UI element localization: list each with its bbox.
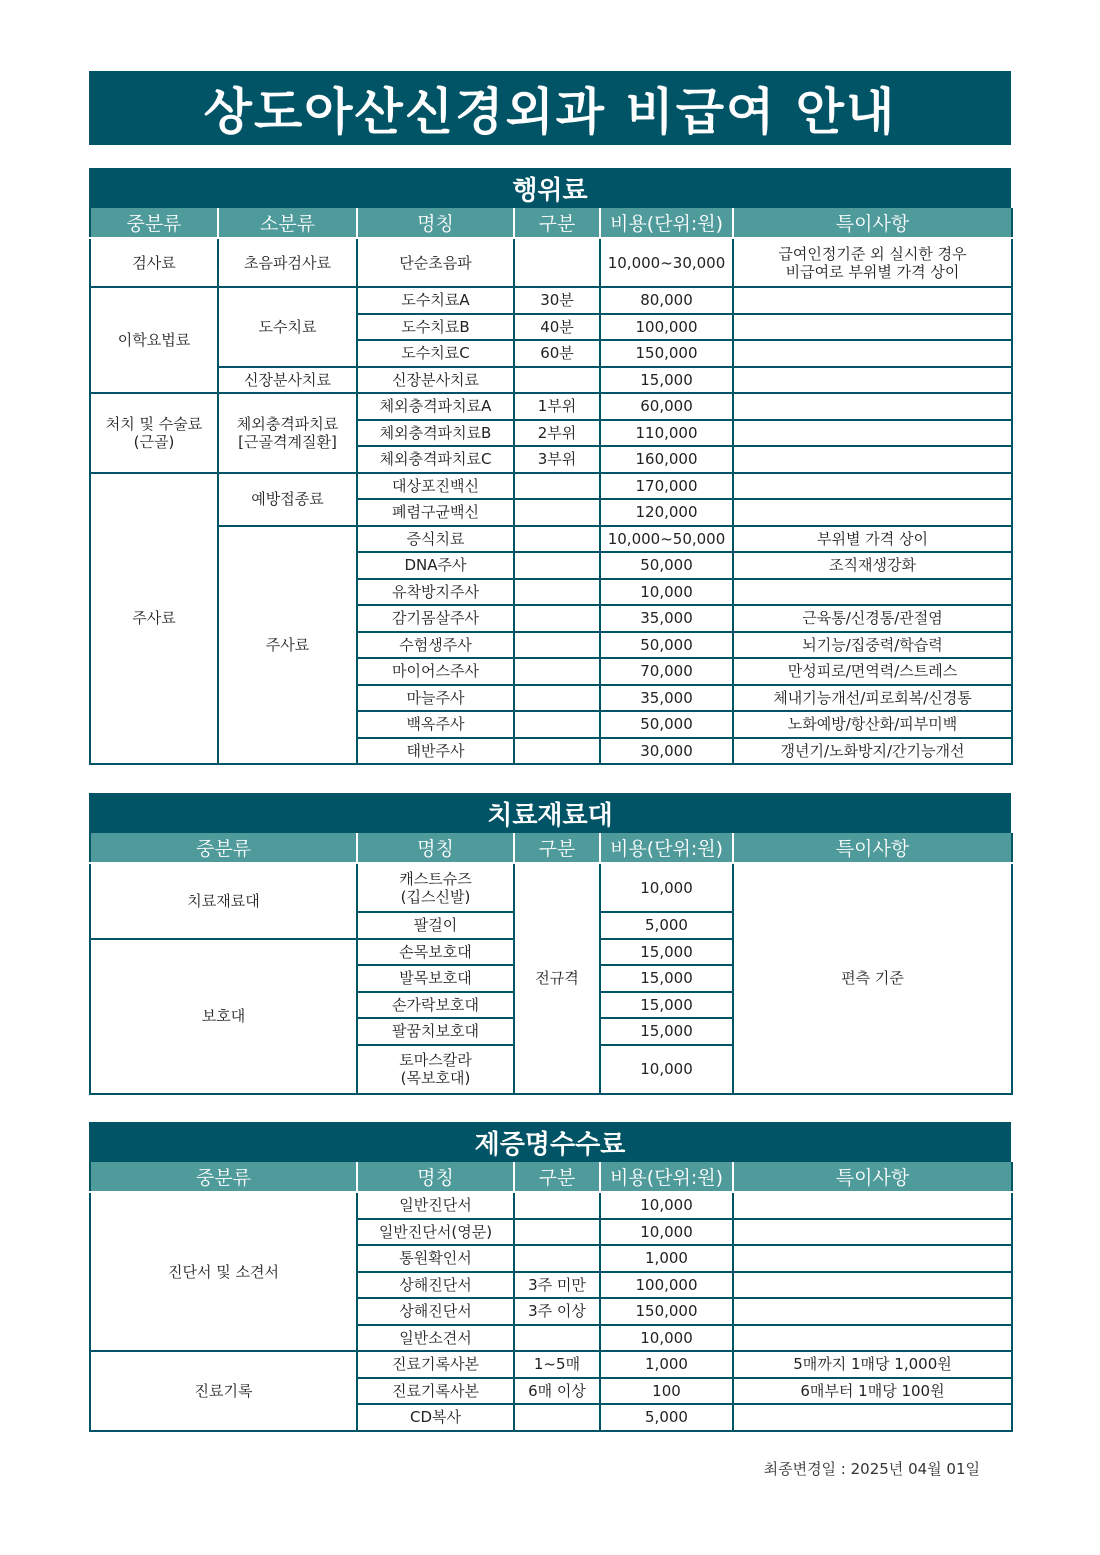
- cost-cell: 15,000: [600, 1018, 733, 1045]
- note-cell: 6매부터 1매당 100원: [733, 1378, 1012, 1405]
- cost-cell: 50,000: [600, 552, 733, 579]
- cost-cell: 10,000: [600, 1192, 733, 1219]
- note-cell: [733, 314, 1012, 341]
- col-header-subcategory: 소분류: [218, 208, 357, 238]
- note-cell: 만성피로/면역력/스트레스: [733, 658, 1012, 685]
- type-cell: 1부위: [514, 393, 600, 420]
- cost-cell: 10,000~50,000: [600, 526, 733, 553]
- name-cell: 도수치료C: [357, 340, 514, 367]
- cost-cell: 5,000: [600, 1404, 733, 1431]
- name-cell: 도수치료B: [357, 314, 514, 341]
- table-row: [90, 287, 1012, 314]
- col-header-note: 특이사항: [733, 208, 1012, 238]
- cost-cell: 70,000: [600, 658, 733, 685]
- cost-cell: 50,000: [600, 711, 733, 738]
- table-row: [90, 238, 1012, 287]
- procedure-fees-table: [89, 208, 1013, 765]
- type-cell: [514, 1245, 600, 1272]
- cost-cell: 100: [600, 1378, 733, 1405]
- type-cell: [514, 685, 600, 712]
- name-cell: DNA주사: [357, 552, 514, 579]
- table-row: [90, 863, 1012, 912]
- col-header-type: 구분: [514, 833, 600, 863]
- name-cell: 유착방지주사: [357, 579, 514, 606]
- type-cell: [514, 738, 600, 765]
- note-cell: [733, 393, 1012, 420]
- note-cell: [733, 499, 1012, 526]
- type-cell: 1~5매: [514, 1351, 600, 1378]
- type-cell: [514, 238, 600, 287]
- last-updated-date: 최종변경일 : 2025년 04월 01일: [763, 1460, 980, 1478]
- name-cell: 발목보호대: [357, 965, 514, 992]
- note-cell: [733, 446, 1012, 473]
- cost-cell: 10,000: [600, 863, 733, 912]
- cost-cell: 15,000: [600, 367, 733, 394]
- name-cell: 팔걸이: [357, 912, 514, 939]
- note-cell: 조직재생강화: [733, 552, 1012, 579]
- col-header-type: 구분: [514, 1162, 600, 1192]
- col-header-category: 중분류: [90, 208, 218, 238]
- note-cell: 부위별 가격 상이: [733, 526, 1012, 553]
- name-cell: 손목보호대: [357, 939, 514, 966]
- note-cell: [733, 1298, 1012, 1325]
- group-cell: 이학요법료: [90, 287, 218, 393]
- type-cell: [514, 579, 600, 606]
- name-cell: 단순초음파: [357, 238, 514, 287]
- cost-cell: 80,000: [600, 287, 733, 314]
- type-cell: 6매 이상: [514, 1378, 600, 1405]
- note-cell: 근육통/신경통/관절염: [733, 605, 1012, 632]
- type-cell: [514, 1325, 600, 1352]
- table-row: [90, 1192, 1012, 1219]
- table-row: [90, 367, 1012, 394]
- group-cell: 주사료: [90, 473, 218, 765]
- cost-cell: 100,000: [600, 1272, 733, 1299]
- note-cell: 체내기능개선/피로회복/신경통: [733, 685, 1012, 712]
- certificate-fees-table: [89, 1162, 1013, 1432]
- type-cell: 60분: [514, 340, 600, 367]
- section-procedure-fees: [89, 168, 1011, 765]
- col-header-category: 중분류: [90, 1162, 357, 1192]
- name-cell: 손가락보호대: [357, 992, 514, 1019]
- cost-cell: 1,000: [600, 1351, 733, 1378]
- cost-cell: 60,000: [600, 393, 733, 420]
- type-cell: [514, 658, 600, 685]
- col-header-name: 명칭: [357, 208, 514, 238]
- cost-cell: 10,000: [600, 1325, 733, 1352]
- name-cell: 체외충격파치료C: [357, 446, 514, 473]
- col-header-cost: 비용(단위:원): [600, 833, 733, 863]
- name-cell: 수험생주사: [357, 632, 514, 659]
- cost-cell: 15,000: [600, 992, 733, 1019]
- type-cell: [514, 1219, 600, 1246]
- type-cell: [514, 367, 600, 394]
- sub-cell: 예방접종료: [218, 473, 357, 526]
- material-fees-table: [89, 833, 1013, 1095]
- sub-cell: 도수치료: [218, 287, 357, 367]
- name-cell: 감기몸살주사: [357, 605, 514, 632]
- name-cell: 마늘주사: [357, 685, 514, 712]
- type-cell: [514, 473, 600, 500]
- cost-cell: 100,000: [600, 314, 733, 341]
- name-cell: CD복사: [357, 1404, 514, 1431]
- cost-cell: 10,000: [600, 1219, 733, 1246]
- name-cell: 상해진단서: [357, 1272, 514, 1299]
- col-header-name: 명칭: [357, 833, 514, 863]
- cost-cell: 30,000: [600, 738, 733, 765]
- name-cell: 증식치료: [357, 526, 514, 553]
- note-cell: 5매까지 1매당 1,000원: [733, 1351, 1012, 1378]
- name-cell: 마이어스주사: [357, 658, 514, 685]
- table-row: [90, 1351, 1012, 1378]
- sub-cell: 주사료: [218, 526, 357, 765]
- col-header-note: 특이사항: [733, 1162, 1012, 1192]
- cost-cell: 150,000: [600, 1298, 733, 1325]
- name-cell: 도수치료A: [357, 287, 514, 314]
- type-cell: [514, 605, 600, 632]
- col-header-name: 명칭: [357, 1162, 514, 1192]
- group-cell: 처치 및 수술료 (근골): [90, 393, 218, 473]
- name-cell: 태반주사: [357, 738, 514, 765]
- note-cell: 갱년기/노화방지/간기능개선: [733, 738, 1012, 765]
- cost-cell: 50,000: [600, 632, 733, 659]
- note-cell: [733, 1272, 1012, 1299]
- name-cell: 체외충격파치료B: [357, 420, 514, 447]
- cost-cell: 15,000: [600, 939, 733, 966]
- note-cell: [733, 367, 1012, 394]
- note-cell: [733, 1192, 1012, 1219]
- name-cell: 토마스칼라 (목보호대): [357, 1045, 514, 1094]
- name-cell: 폐렴구균백신: [357, 499, 514, 526]
- type-cell: 3주 미만: [514, 1272, 600, 1299]
- note-cell: [733, 473, 1012, 500]
- table-row: [90, 393, 1012, 420]
- note-cell: [733, 1245, 1012, 1272]
- type-cell: 전규격: [514, 863, 600, 1094]
- name-cell: 일반소견서: [357, 1325, 514, 1352]
- section-title: 제증명수수료: [89, 1122, 1011, 1162]
- name-cell: 진료기록사본: [357, 1378, 514, 1405]
- note-cell: 급여인정기준 외 실시한 경우 비급여로 부위별 가격 상이: [733, 238, 1012, 287]
- name-cell: 대상포진백신: [357, 473, 514, 500]
- cost-cell: 35,000: [600, 685, 733, 712]
- section-title: 치료재료대: [89, 793, 1011, 833]
- name-cell: 신장분사치료: [357, 367, 514, 394]
- type-cell: [514, 552, 600, 579]
- table-row: [90, 473, 1012, 500]
- type-cell: 3주 이상: [514, 1298, 600, 1325]
- section-certificate-fees: [89, 1122, 1011, 1432]
- table-row: [90, 526, 1012, 553]
- note-cell: 노화예방/항산화/피부미백: [733, 711, 1012, 738]
- note-cell: [733, 420, 1012, 447]
- col-header-cost: 비용(단위:원): [600, 208, 733, 238]
- note-cell: 편측 기준: [733, 863, 1012, 1094]
- sub-cell: 체외충격파치료 [근골격계질환]: [218, 393, 357, 473]
- group-cell: 치료재료대: [90, 863, 357, 939]
- cost-cell: 10,000: [600, 579, 733, 606]
- note-cell: [733, 287, 1012, 314]
- note-cell: [733, 1325, 1012, 1352]
- col-header-cost: 비용(단위:원): [600, 1162, 733, 1192]
- name-cell: 일반진단서(영문): [357, 1219, 514, 1246]
- name-cell: 일반진단서: [357, 1192, 514, 1219]
- type-cell: [514, 526, 600, 553]
- sub-cell: 신장분사치료: [218, 367, 357, 394]
- note-cell: 뇌기능/집중력/학습력: [733, 632, 1012, 659]
- name-cell: 통원확인서: [357, 1245, 514, 1272]
- sub-cell: 초음파검사료: [218, 238, 357, 287]
- cost-cell: 170,000: [600, 473, 733, 500]
- type-cell: [514, 632, 600, 659]
- col-header-note: 특이사항: [733, 833, 1012, 863]
- cost-cell: 10,000: [600, 1045, 733, 1094]
- cost-cell: 110,000: [600, 420, 733, 447]
- type-cell: 2부위: [514, 420, 600, 447]
- name-cell: 백옥주사: [357, 711, 514, 738]
- cost-cell: 160,000: [600, 446, 733, 473]
- name-cell: 진료기록사본: [357, 1351, 514, 1378]
- cost-cell: 120,000: [600, 499, 733, 526]
- group-cell: 검사료: [90, 238, 218, 287]
- type-cell: [514, 1192, 600, 1219]
- name-cell: 체외충격파치료A: [357, 393, 514, 420]
- name-cell: 팔꿈치보호대: [357, 1018, 514, 1045]
- note-cell: [733, 1404, 1012, 1431]
- name-cell: 상해진단서: [357, 1298, 514, 1325]
- col-header-type: 구분: [514, 208, 600, 238]
- note-cell: [733, 1219, 1012, 1246]
- type-cell: [514, 1404, 600, 1431]
- cost-cell: 5,000: [600, 912, 733, 939]
- page-title: 상도아산신경외과 비급여 안내: [89, 71, 1011, 145]
- cost-cell: 150,000: [600, 340, 733, 367]
- cost-cell: 1,000: [600, 1245, 733, 1272]
- group-cell: 진료기록: [90, 1351, 357, 1431]
- group-cell: 보호대: [90, 939, 357, 1094]
- section-material-fees: [89, 793, 1011, 1095]
- cost-cell: 35,000: [600, 605, 733, 632]
- cost-cell: 15,000: [600, 965, 733, 992]
- col-header-category: 중분류: [90, 833, 357, 863]
- name-cell: 캐스트슈즈 (깁스신발): [357, 863, 514, 912]
- section-title: 행위료: [89, 168, 1011, 208]
- note-cell: [733, 340, 1012, 367]
- type-cell: [514, 499, 600, 526]
- type-cell: [514, 711, 600, 738]
- cost-cell: 10,000~30,000: [600, 238, 733, 287]
- group-cell: 진단서 및 소견서: [90, 1192, 357, 1351]
- type-cell: 40분: [514, 314, 600, 341]
- type-cell: 3부위: [514, 446, 600, 473]
- type-cell: 30분: [514, 287, 600, 314]
- note-cell: [733, 579, 1012, 606]
